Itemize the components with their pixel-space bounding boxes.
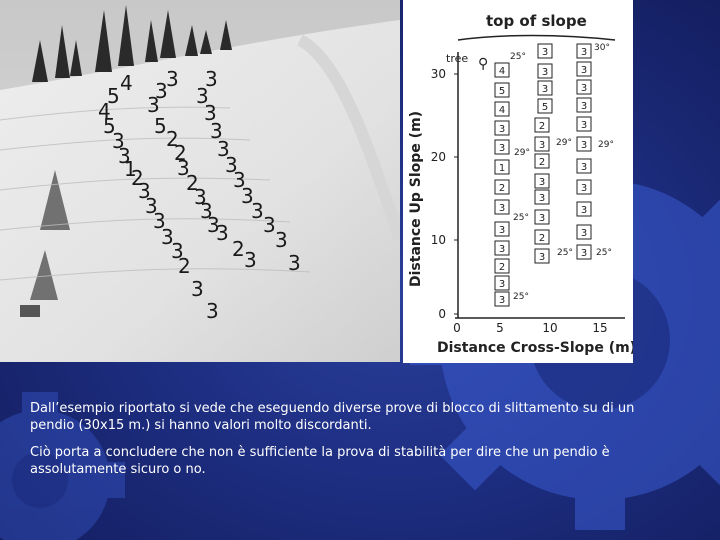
test-box-score: 4 (498, 66, 506, 77)
photo-test-score: 1 (124, 157, 137, 181)
photo-test-score: 3 (153, 209, 166, 233)
photo-test-score: 3 (118, 144, 131, 168)
photo-test-score: 3 (171, 239, 184, 263)
slope-angle-label: 29° (514, 148, 530, 158)
y-tick-label: 10 (430, 233, 446, 247)
test-box-score: 3 (498, 295, 506, 306)
test-box-score: 3 (580, 140, 588, 151)
test-box-score: 3 (580, 120, 588, 131)
photo-test-score: 3 (217, 137, 230, 161)
photo-test-score: 5 (103, 114, 116, 138)
test-box-score: 3 (498, 143, 506, 154)
photo-test-score: 3 (145, 194, 158, 218)
photo-test-score: 4 (120, 71, 133, 95)
photo-test-score: 3 (177, 156, 190, 180)
tree-icon: ⚲ (478, 56, 489, 72)
test-box-score: 3 (580, 65, 588, 76)
test-box-score: 5 (498, 86, 506, 97)
photo-test-score: 3 (155, 79, 168, 103)
photo-test-score: 3 (206, 299, 219, 323)
test-box-score: 3 (580, 162, 588, 173)
test-box-score: 2 (498, 183, 506, 194)
photo-test-score: 2 (186, 171, 199, 195)
photo-test-score: 3 (210, 119, 223, 143)
photo-test-score: 3 (191, 277, 204, 301)
y-tick-label: 20 (430, 150, 446, 164)
slope-angle-label: 25° (510, 52, 526, 62)
test-box-score: 2 (498, 262, 506, 273)
photo-test-score: 3 (244, 248, 257, 272)
test-box-score: 4 (498, 105, 506, 116)
y-tick-label: 0 (438, 307, 446, 321)
photo-test-score: 3 (166, 67, 179, 91)
photo-test-score: 4 (98, 99, 111, 123)
photo-test-score: 3 (200, 199, 213, 223)
test-box-score: 3 (498, 203, 506, 214)
test-box-score: 3 (580, 228, 588, 239)
test-box-score: 3 (498, 244, 506, 255)
test-box-score: 3 (498, 124, 506, 135)
slope-top-line (458, 36, 615, 41)
snow-slope-photo (0, 0, 400, 362)
test-box-score: 3 (580, 205, 588, 216)
photo-test-score: 5 (107, 84, 120, 108)
stability-test-diagram (403, 0, 633, 363)
photo-test-score: 3 (225, 153, 238, 177)
test-box-score: 3 (541, 67, 549, 78)
photo-test-score: 3 (161, 225, 174, 249)
slope-angle-label: 25° (596, 248, 612, 258)
photo-test-score: 2 (166, 127, 179, 151)
slope-angle-label: 29° (556, 138, 572, 148)
photo-test-score: 3 (216, 221, 229, 245)
photo-test-score: 3 (205, 67, 218, 91)
test-box-score: 3 (580, 183, 588, 194)
test-box-score: 3 (580, 83, 588, 94)
test-box-score: 3 (580, 248, 588, 259)
test-box-score: 3 (538, 140, 546, 151)
test-box-score: 3 (580, 101, 588, 112)
photo-test-score: 3 (112, 129, 125, 153)
photo-test-score: 2 (232, 237, 245, 261)
test-box-score: 3 (580, 47, 588, 58)
photo-test-score: 3 (275, 228, 288, 252)
y-tick-label: 30 (430, 67, 446, 81)
x-tick-label: 0 (453, 321, 461, 335)
test-box-score: 2 (538, 233, 546, 244)
photo-test-score: 3 (263, 213, 276, 237)
test-box-score: 3 (538, 177, 546, 188)
x-axis-label: Distance Cross-Slope (m) (437, 340, 633, 356)
photo-test-score: 3 (207, 213, 220, 237)
photo-test-score: 3 (251, 199, 264, 223)
test-box-score: 2 (538, 157, 546, 168)
test-box-score: 3 (498, 225, 506, 236)
photo-test-score: 2 (174, 141, 187, 165)
slope-angle-label: 30° (594, 43, 610, 53)
tree-label: tree (446, 52, 469, 65)
slope-angle-label: 25° (513, 292, 529, 302)
x-tick-label: 5 (496, 321, 504, 335)
diagram-title: top of slope (486, 12, 587, 30)
test-box-score: 3 (538, 213, 546, 224)
photo-test-score: 5 (154, 114, 167, 138)
slide-body-text (30, 400, 670, 488)
paragraph-1: Dall’esempio riportato si vede che eseguendo diverse prove di blocco di slittamento su di un pendio (30x15 m.) si hanno valori molto discordanti. (30, 401, 635, 433)
photo-test-score: 3 (147, 93, 160, 117)
test-box-score: 3 (538, 193, 546, 204)
photo-test-score: 3 (196, 84, 209, 108)
snow-slope-illustration (0, 0, 400, 362)
test-box-score: 3 (541, 84, 549, 95)
test-box-score: 3 (498, 279, 506, 290)
photo-test-score: 2 (178, 254, 191, 278)
photo-test-score: 3 (241, 184, 254, 208)
test-box-score: 3 (541, 47, 549, 58)
photo-test-score: 3 (233, 168, 246, 192)
slope-angle-label: 25° (513, 213, 529, 223)
x-tick-label: 15 (592, 321, 608, 335)
slope-angle-label: 25° (557, 248, 573, 258)
test-box-score: 2 (538, 121, 546, 132)
photo-test-score: 3 (288, 251, 301, 275)
test-box-score: 3 (538, 252, 546, 263)
test-box-score: 1 (498, 163, 506, 174)
paragraph-2: Ciò porta a concludere che non è sufficiente la prova di stabilità per dire che un pendio è assolutamente sicuro o no. (30, 445, 610, 477)
test-box-score: 5 (541, 102, 549, 113)
photo-test-score: 3 (138, 179, 151, 203)
slope-angle-label: 29° (598, 140, 614, 150)
y-axis-label: Distance Up Slope (m) (408, 110, 424, 287)
photo-test-score: 2 (131, 166, 144, 190)
x-tick-label: 10 (542, 321, 558, 335)
photo-test-score: 3 (204, 101, 217, 125)
photo-test-score: 3 (194, 185, 207, 209)
